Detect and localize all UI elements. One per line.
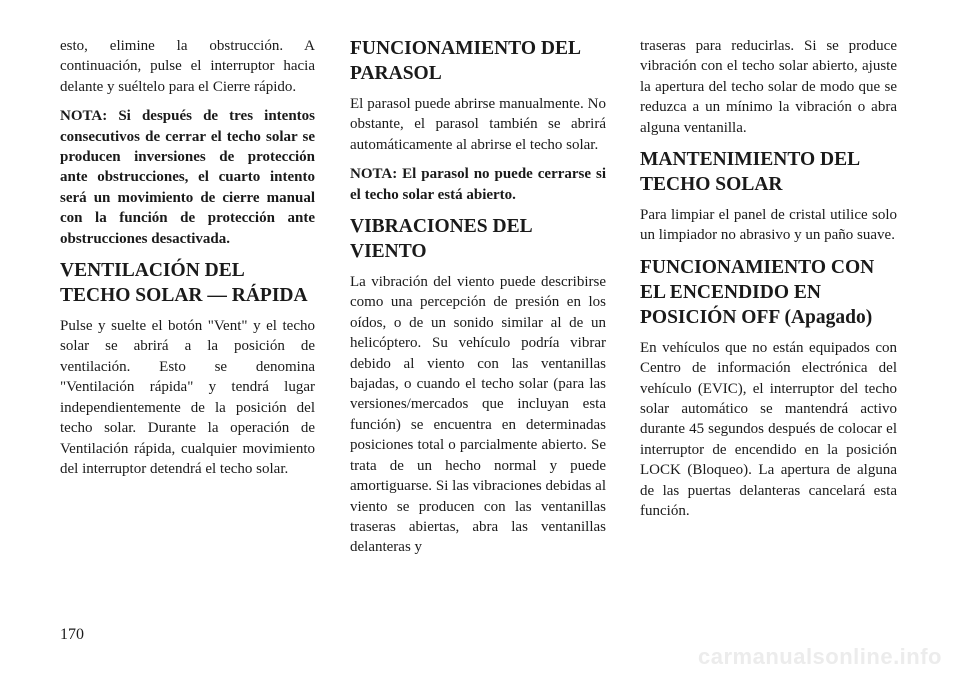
- paragraph-buffeting-continued: traseras para reducirlas. Si se produce vibración con el techo solar abierto, ajuste la apertura del techo solar de modo que se reduzca a un mínimo la vibración o abra alguna ventanilla.: [640, 38, 897, 136]
- paragraph-sunshade: El parasol puede abrirse manualmente. No obstante, el parasol también se abrirá automáticamente al abrirse el techo solar.: [350, 96, 606, 153]
- paragraph-wind-buffeting: La vibración del viento puede describirse como una percepción de presión en los oídos, o de un sonido similar al de un helicóptero. Su vehículo podría vibrar debido al viento con las ventanillas bajadas, o cuando el techo solar (para las versiones/mercados que incluyan esta función) se encuentra en determinadas posiciones total o parcialmente abierto. Se trata de un hecho normal y puede amortiguarse. Si las vibraciones debidas al viento se producen con las ventanillas traseras abiertas, abra las ventanillas delanteras y: [350, 274, 606, 556]
- paragraph-quick-vent: Pulse y suelte el botón "Vent" y el techo solar se abrirá a la posición de ventilación. Esto se denomina "Ventilación rápida" y tendrá lugar independientemente de la posición del techo solar. Durante la operación de Ventilación rápida, cualquier movimiento del interruptor detendrá el techo solar.: [60, 318, 315, 477]
- paragraph-ignition-off-operation: En vehículos que no están equipados con Centro de información electrónica del vehículo (EVIC), el interruptor del techo solar automático se mantendrá activo durante 45 segundos después de colocar el interruptor de encendido en la posición LOCK (Bloqueo). La apertura de alguna de las puertas delanteras cancelará esta función.: [640, 339, 897, 520]
- heading-ignition-off-operation: FUNCIONAMIENTO CON EL ENCENDIDO EN POSICIÓN OFF (Apagado): [640, 256, 875, 328]
- heading-quick-vent: VENTILACIÓN DEL TECHO SOLAR — RÁPIDA: [60, 260, 308, 307]
- heading-sunshade: FUNCIONAMIENTO DEL PARASOL: [350, 38, 580, 84]
- page-number: 170: [60, 626, 84, 643]
- paragraph-sunroof-maintenance: Para limpiar el panel de cristal utilice solo un limpiador no abrasivo y un paño suave.: [640, 207, 897, 244]
- column-2: [350, 36, 606, 567]
- watermark-logo: carmanualsonline.info: [698, 644, 942, 669]
- heading-wind-buffeting: VIBRACIONES DEL VIENTO: [350, 216, 532, 263]
- note-obstruction: NOTA: Si después de tres intentos consecutivos de cerrar el techo solar se producen inversiones de protección ante obstrucciones, el cuarto intento será un movimiento de cierre manual con la función de protección ante obstrucciones desactivada.: [60, 108, 315, 247]
- column-1: [60, 36, 315, 488]
- paragraph-quick-close-end: esto, elimine la obstrucción. A continuación, pulse el interruptor hacia delante y suéltelo para el Cierre rápido.: [60, 38, 315, 95]
- heading-sunroof-maintenance: MANTENIMIENTO DEL TECHO SOLAR: [640, 149, 860, 196]
- note-sunshade: NOTA: El parasol no puede cerrarse si el techo solar está abierto.: [350, 166, 606, 203]
- column-3: [640, 36, 897, 531]
